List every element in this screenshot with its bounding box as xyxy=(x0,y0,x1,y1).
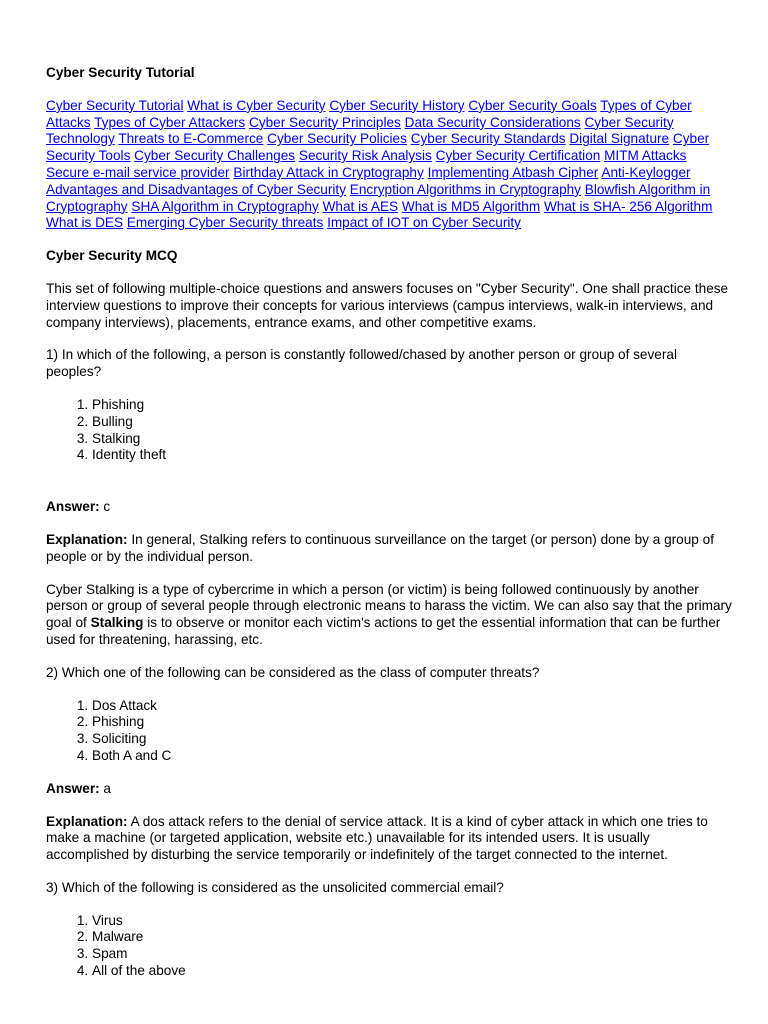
option: 3. Stalking xyxy=(92,431,732,448)
explanation-label: Explanation: xyxy=(46,813,128,829)
link-emerging-threats[interactable]: Emerging Cyber Security threats xyxy=(126,215,324,231)
link-what-is-des[interactable]: What is DES xyxy=(46,215,124,231)
link-types-of-cyber-attacks[interactable]: Types of Cyber Attacks xyxy=(46,97,692,130)
question-1-answer xyxy=(46,499,732,516)
link-what-is-cyber-security[interactable]: What is Cyber Security xyxy=(187,97,326,113)
option: 4. Identity theft xyxy=(92,447,732,464)
detail-text-end: is to observe or monitor each victim's actions to get the essential information that can be further used for threatening, harassing, etc. xyxy=(46,615,721,647)
option: 1. Virus xyxy=(92,913,732,930)
option: 3. Soliciting xyxy=(92,731,732,748)
mcq-heading: Cyber Security MCQ xyxy=(46,248,178,264)
question-2-options xyxy=(46,698,732,765)
link-cyber-security-policies[interactable]: Cyber Security Policies xyxy=(267,131,407,147)
link-what-is-sha-256[interactable]: What is SHA- 256 Algorithm xyxy=(543,198,713,214)
link-advantages-disadvantages[interactable]: Advantages and Disadvantages of Cyber Security xyxy=(46,181,346,197)
option: 4. Both A and C xyxy=(92,748,732,765)
explanation-text: In general, Stalking refers to continuous surveillance on the target (or person) done by a group of people or by the individual person. xyxy=(46,531,714,564)
link-atbash-cipher[interactable]: Implementing Atbash Cipher xyxy=(427,164,599,180)
link-sha-algorithm[interactable]: SHA Algorithm in Cryptography xyxy=(131,198,319,214)
explanation-label: Explanation: xyxy=(46,531,128,547)
link-cyber-security-certification[interactable]: Cyber Security Certification xyxy=(435,148,601,164)
option: 4. All of the above xyxy=(92,963,732,980)
option: 1. Dos Attack xyxy=(92,698,732,715)
question-3-options xyxy=(46,913,732,980)
link-cyber-security-tools[interactable]: Cyber Security Tools xyxy=(46,131,710,164)
link-cyber-security-principles[interactable]: Cyber Security Principles xyxy=(249,114,401,130)
explanation-text: A dos attack refers to the denial of service attack. It is a kind of cyber attack in which one tries to make a machine (or targeted application, website etc.) unavailable for its intended users. It is usually accomplished by disturbing the service temporarily or indefinitely of the target connected to the internet. xyxy=(46,813,708,863)
option: 3. Spam xyxy=(92,946,732,963)
page-title: Cyber Security Tutorial xyxy=(46,65,195,80)
link-secure-email-service-provider[interactable]: Secure e-mail service provider xyxy=(46,164,230,180)
option: 1. Phishing xyxy=(92,397,732,414)
link-cyber-security-history[interactable]: Cyber Security History xyxy=(329,97,465,113)
link-security-risk-analysis[interactable]: Security Risk Analysis xyxy=(298,148,432,164)
link-cyber-security-technology[interactable]: Cyber Security Technology xyxy=(46,114,674,147)
intro-paragraph: This set of following multiple-choice questions and answers focuses on "Cyber Security". One shall practice these interview questions to improve their concepts for various interviews (campus interviews, walk-in interviews, and company interviews), placements, entrance exams, and other competitive exams. xyxy=(46,280,729,330)
link-impact-of-iot[interactable]: Impact of IOT on Cyber Security xyxy=(327,215,521,231)
link-what-is-md5[interactable]: What is MD5 Algorithm xyxy=(401,198,541,214)
answer-value: c xyxy=(103,499,111,515)
link-mitm-attacks[interactable]: MITM Attacks xyxy=(604,148,687,164)
tutorial-links xyxy=(46,98,732,232)
answer-label: Answer: xyxy=(46,780,100,796)
question-1-explanation xyxy=(46,532,732,566)
link-cyber-security-challenges[interactable]: Cyber Security Challenges xyxy=(134,148,296,164)
link-blowfish-algorithm[interactable]: Blowfish Algorithm in Cryptography xyxy=(46,181,711,214)
question-3: 3) Which of the following is considered as the unsolicited commercial email? xyxy=(46,879,504,895)
link-threats-to-e-commerce[interactable]: Threats to E-Commerce xyxy=(118,131,264,147)
question-2: 2) Which one of the following can be considered as the class of computer threats? xyxy=(46,664,540,680)
link-anti-keylogger[interactable]: Anti-Keylogger xyxy=(601,164,691,180)
detail-text: Cyber Stalking is a type of cybercrime in which a person (or victim) is being followed continuously by another person or group of several people through electronic means to harass the victim. We can also say that the primary goal of xyxy=(46,581,732,631)
link-data-security-considerations[interactable]: Data Security Considerations xyxy=(404,114,581,130)
link-types-of-cyber-attackers[interactable]: Types of Cyber Attackers xyxy=(94,114,246,130)
question-1-detail xyxy=(46,582,732,649)
option: 2. Malware xyxy=(92,929,732,946)
link-digital-signature[interactable]: Digital Signature xyxy=(569,131,670,147)
link-cyber-security-goals[interactable]: Cyber Security Goals xyxy=(468,97,597,113)
option: 2. Phishing xyxy=(92,714,732,731)
question-2-explanation xyxy=(46,814,732,864)
option: 2. Bulling xyxy=(92,414,732,431)
question-1: 1) In which of the following, a person is constantly followed/chased by another person or group of several peoples? xyxy=(46,347,677,380)
link-what-is-aes[interactable]: What is AES xyxy=(322,198,399,214)
link-cyber-security-tutorial[interactable]: Cyber Security Tutorial xyxy=(46,97,184,113)
question-2-answer xyxy=(46,781,732,798)
detail-bold-term: Stalking xyxy=(90,615,144,631)
link-cyber-security-standards[interactable]: Cyber Security Standards xyxy=(410,131,566,147)
answer-value: a xyxy=(103,780,111,796)
answer-label: Answer: xyxy=(46,499,100,515)
link-encryption-algorithms[interactable]: Encryption Algorithms in Cryptography xyxy=(349,181,581,197)
link-birthday-attack[interactable]: Birthday Attack in Cryptography xyxy=(233,164,424,180)
question-1-options xyxy=(46,397,732,464)
spacer xyxy=(46,480,732,499)
